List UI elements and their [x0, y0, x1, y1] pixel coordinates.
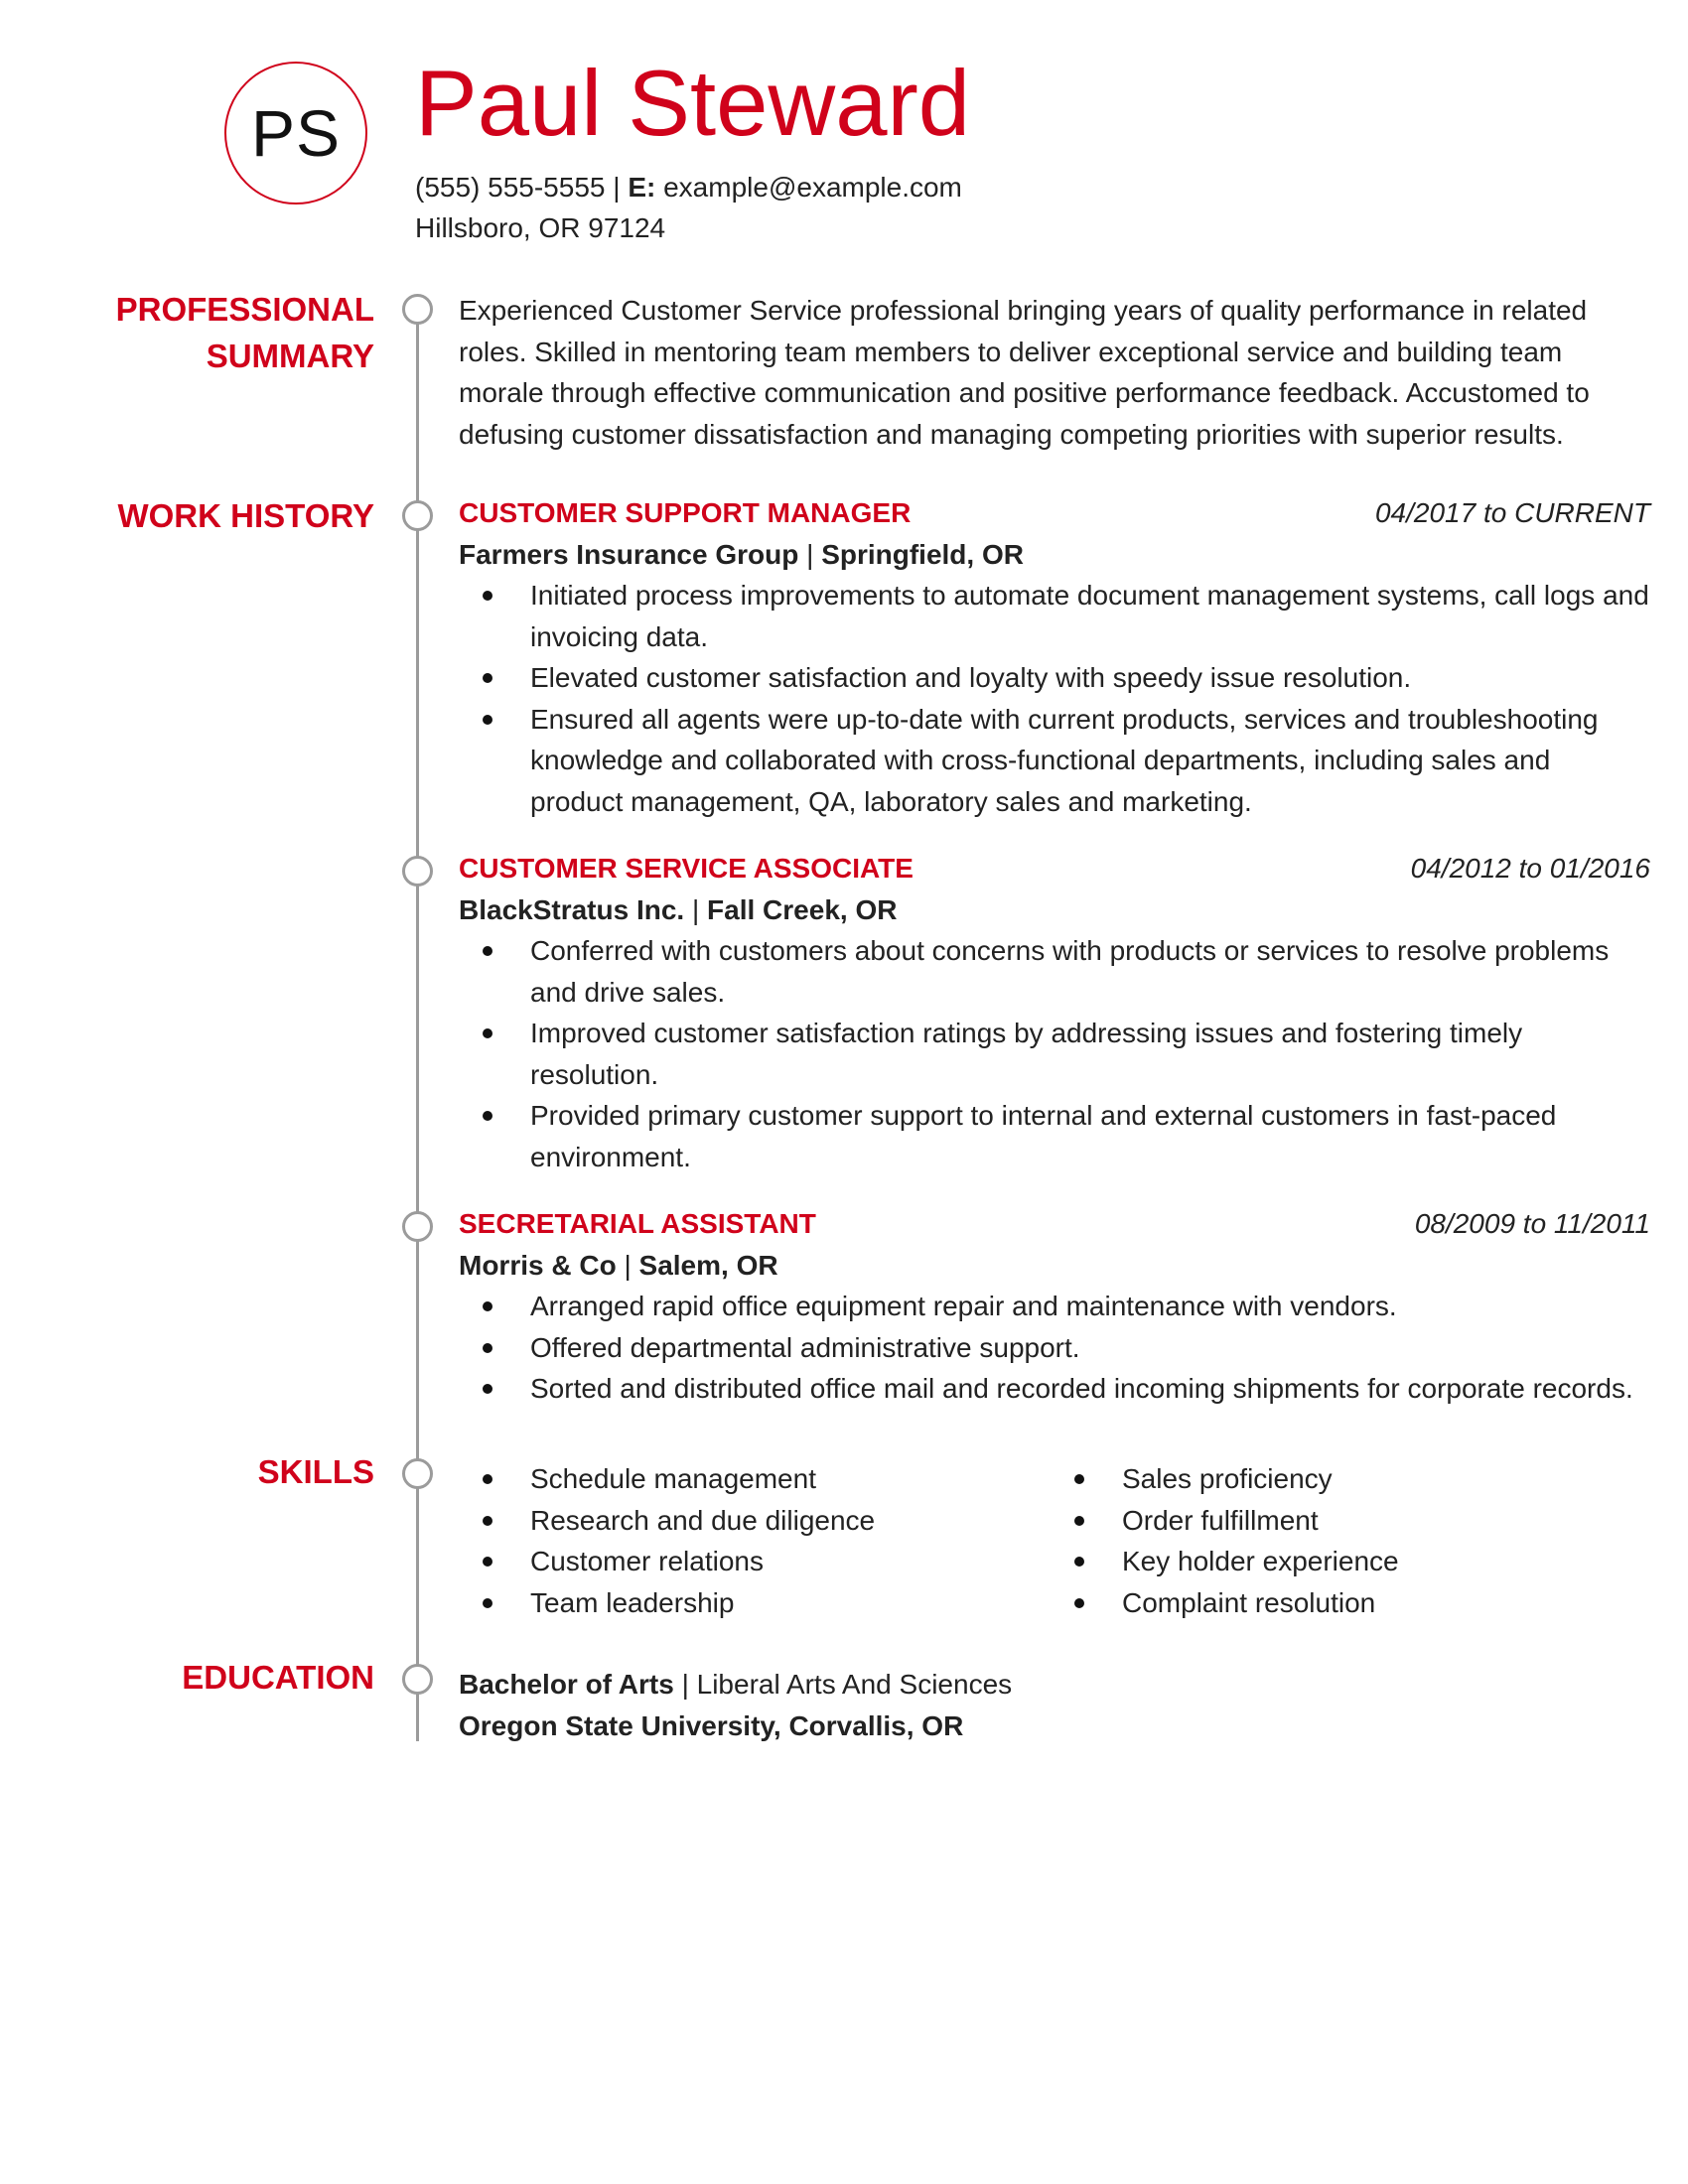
skill-item: Customer relations	[459, 1541, 1015, 1582]
skill-item: Research and due diligence	[459, 1500, 1015, 1542]
job-dates: 04/2017 to CURRENT	[1374, 497, 1650, 528]
company-location: Springfield, OR	[821, 538, 1024, 570]
email-address: example@example.com	[663, 172, 962, 203]
summary-text: Experienced Customer Service professional bringing years of quality performance in related roles. Skilled in mentoring team members to deliver exceptional service and building team morale through effective communication and positive performance feedback. Accustomed to defusing customer dissatisfaction and managing competing priorities with superior results.	[459, 295, 1590, 450]
job-header	[459, 848, 1650, 889]
job-company-line	[459, 1245, 1650, 1287]
contact-separator: |	[613, 172, 621, 203]
email-label: E:	[628, 172, 656, 203]
degree-line	[459, 1664, 1650, 1706]
summary-title-line-2: SUMMARY	[206, 338, 374, 374]
company-name: Farmers Insurance Group	[459, 538, 799, 570]
list-item: Initiated process improvements to automate document management systems, call logs and invoicing data.	[459, 575, 1650, 657]
skills-list-right	[1051, 1458, 1607, 1623]
degree-field: Liberal Arts And Sciences	[696, 1669, 1013, 1700]
phone-number: (555) 555-5555	[415, 172, 606, 203]
section-title-education: EDUCATION	[182, 1659, 374, 1696]
skills-column-left	[459, 1458, 1015, 1623]
list-item: Conferred with customers about concerns with products or services to resolve problems and drive sales.	[459, 930, 1650, 1013]
skill-item: Team leadership	[459, 1582, 1015, 1624]
contact-info	[415, 167, 962, 248]
skill-item: Sales proficiency	[1051, 1458, 1607, 1500]
section-title-summary	[116, 286, 374, 379]
list-item: Sorted and distributed office mail and recorded incoming shipments for corporate records.	[459, 1368, 1650, 1410]
list-item: Offered departmental administrative support.	[459, 1327, 1650, 1369]
company-location: Salem, OR	[638, 1249, 778, 1281]
job-dates: 08/2009 to 11/2011	[1414, 1208, 1650, 1239]
contact-line-1	[415, 167, 962, 207]
job-entry	[459, 1203, 1650, 1410]
monogram-badge	[224, 62, 367, 205]
list-item: Improved customer satisfaction ratings by addressing issues and fostering timely resolution.	[459, 1013, 1650, 1095]
company-separator: |	[806, 538, 814, 570]
candidate-name: Paul Steward	[415, 51, 971, 155]
skills-list-left	[459, 1458, 1015, 1623]
list-item: Elevated customer satisfaction and loyalty with speedy issue resolution.	[459, 657, 1650, 699]
summary-title-line-1: PROFESSIONAL	[115, 291, 374, 328]
list-item: Arranged rapid office equipment repair and maintenance with vendors.	[459, 1286, 1650, 1327]
section-title-skills: SKILLS	[257, 1453, 374, 1490]
job-title: CUSTOMER SERVICE ASSOCIATE	[459, 853, 914, 884]
job-entry	[459, 492, 1650, 822]
timeline-node-job-2	[402, 856, 433, 887]
company-name: BlackStratus Inc.	[459, 893, 685, 925]
job-header	[459, 492, 1650, 534]
school-name: Oregon State University, Corvallis, OR	[459, 1709, 964, 1741]
education-entry	[459, 1664, 1650, 1746]
list-item: Ensured all agents were up-to-date with current products, services and troubleshooting knowledge and collaborated with cross-functional departments, including sales and product management, QA, laboratory sales and marketing.	[459, 699, 1650, 823]
job-dates: 04/2012 to 01/2016	[1410, 853, 1650, 884]
list-item: Provided primary customer support to internal and external customers in fast-paced environment.	[459, 1095, 1650, 1177]
skill-item: Order fulfillment	[1051, 1500, 1607, 1542]
address: Hillsboro, OR 97124	[415, 212, 666, 243]
section-title-work-history: WORK HISTORY	[117, 497, 374, 534]
degree-name: Bachelor of Arts	[459, 1669, 674, 1700]
monogram-initials: PS	[250, 96, 342, 170]
job-bullets	[459, 930, 1650, 1177]
job-company-line	[459, 534, 1650, 576]
job-title: SECRETARIAL ASSISTANT	[459, 1208, 816, 1239]
job-bullets	[459, 1286, 1650, 1410]
timeline-node-summary	[402, 294, 433, 325]
job-bullets	[459, 575, 1650, 822]
job-title: CUSTOMER SUPPORT MANAGER	[459, 497, 912, 528]
timeline-node-education	[402, 1664, 433, 1695]
timeline-node-job-3	[402, 1211, 433, 1242]
company-separator: |	[691, 893, 700, 925]
timeline-node-skills	[402, 1458, 433, 1489]
job-company-line	[459, 889, 1650, 931]
skill-item: Complaint resolution	[1051, 1582, 1607, 1624]
company-location: Fall Creek, OR	[707, 893, 898, 925]
skill-item: Schedule management	[459, 1458, 1015, 1500]
job-entry	[459, 848, 1650, 1177]
skills-column-right	[1051, 1458, 1607, 1623]
timeline-node-work-history	[402, 500, 433, 531]
school-line	[459, 1706, 1650, 1747]
skill-item: Key holder experience	[1051, 1541, 1607, 1582]
job-header	[459, 1203, 1650, 1245]
company-separator: |	[624, 1249, 632, 1281]
company-name: Morris & Co	[459, 1249, 617, 1281]
degree-separator: |	[681, 1669, 689, 1700]
